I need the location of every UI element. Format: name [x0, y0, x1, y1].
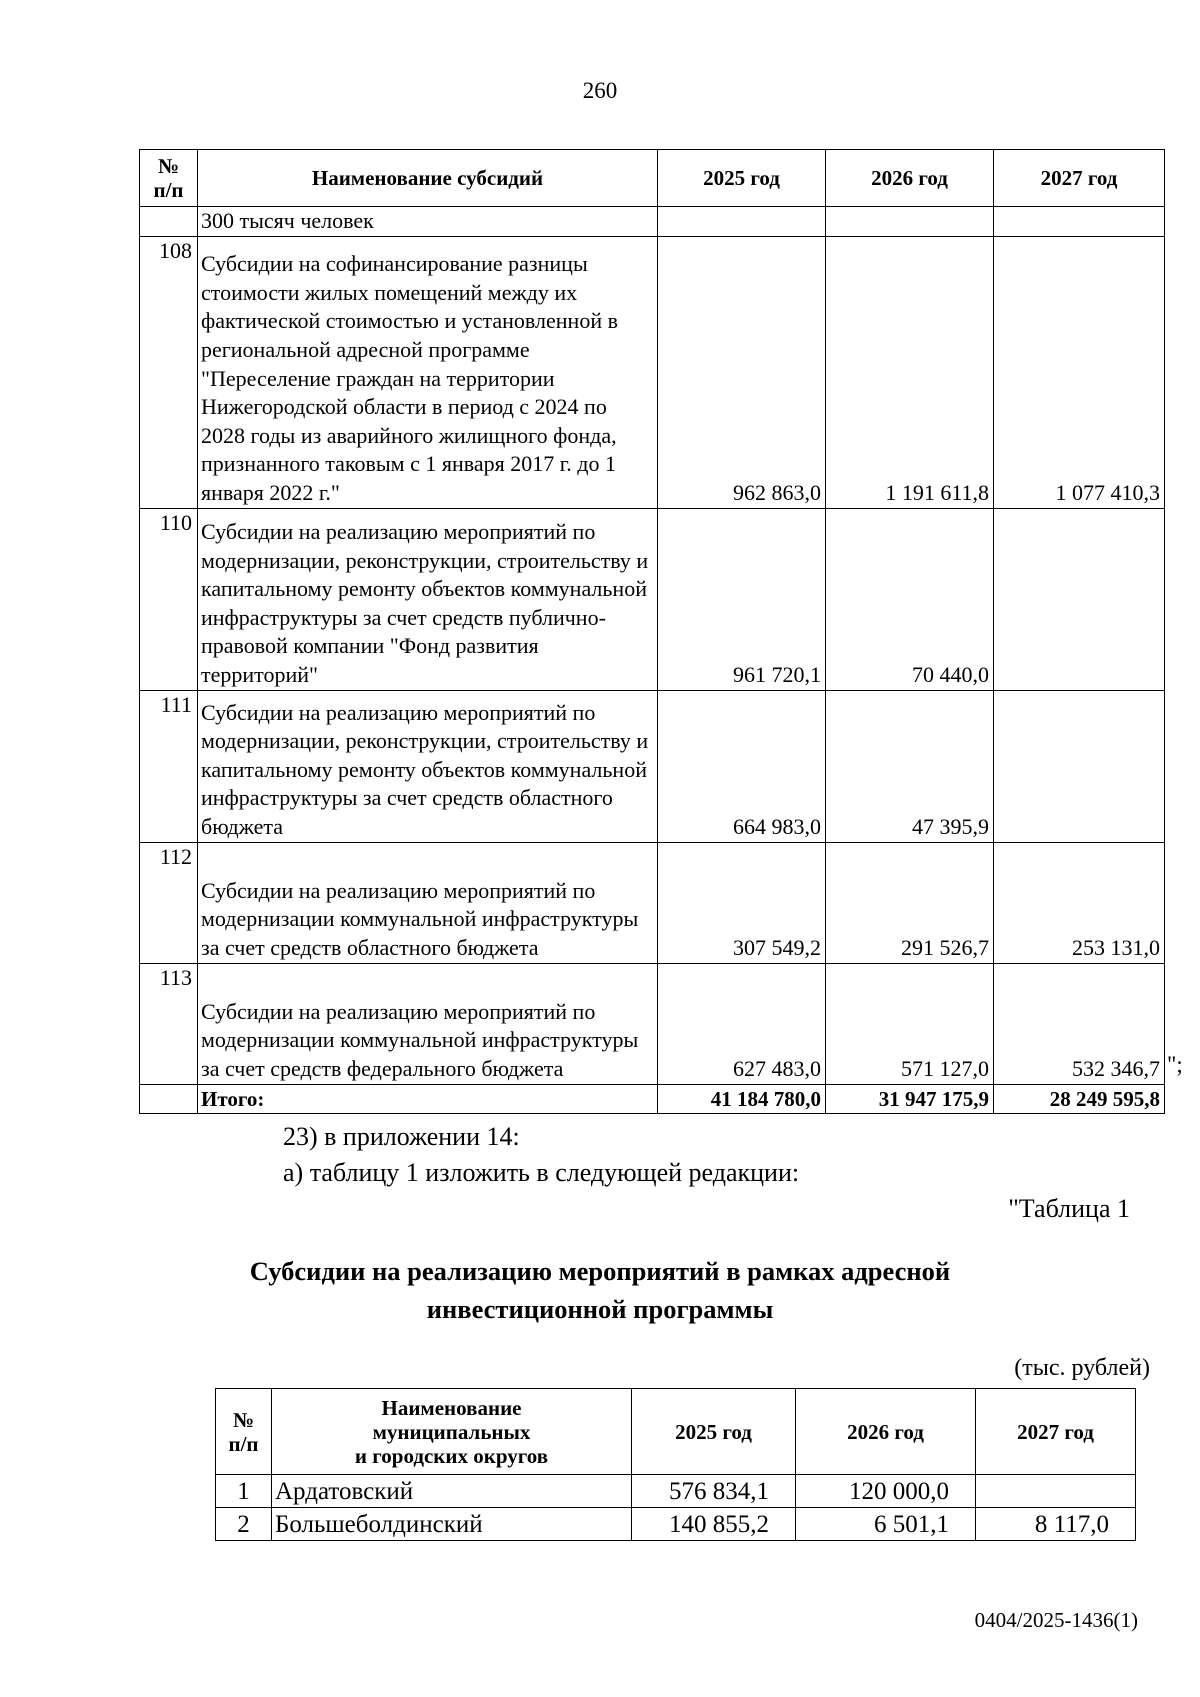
row-name: Большеболдинский: [272, 1508, 632, 1541]
table-row: [216, 1475, 1136, 1508]
row-name: Субсидии на реализацию мероприятий по модернизации, реконструкции, строительству и капитальному ремонту объектов коммунальной инфраструктуры за счет средств публично-правовой компании "Фонд развития территорий": [198, 508, 658, 690]
row-name: Субсидии на реализацию мероприятий по модернизации коммунальной инфраструктуры за счет средств областного бюджета: [198, 842, 658, 963]
table-row: [140, 508, 1165, 690]
value-2027: 253 131,0: [994, 842, 1165, 963]
table-row: [140, 236, 1165, 508]
table-row: [140, 963, 1165, 1084]
total-2025: 41 184 780,0: [658, 1084, 826, 1114]
units-label: (тыс. рублей): [1014, 1355, 1150, 1381]
header-2025: 2025 год: [658, 150, 826, 207]
closing-quote-mark: ";: [1167, 1052, 1183, 1077]
table-header-row: [216, 1389, 1136, 1475]
value-2027: 1 077 410,3: [994, 236, 1165, 508]
subsidies-table: [139, 149, 1165, 1114]
header-2027: 2027 год: [976, 1389, 1136, 1475]
value-2027: [994, 690, 1165, 842]
row-number: [140, 207, 198, 237]
row-number: 113: [140, 963, 198, 1084]
row-number: 108: [140, 236, 198, 508]
table-row: [140, 690, 1165, 842]
header-name: Наименование муниципальных и городских округов: [272, 1389, 632, 1475]
value-2026: 120 000,0: [796, 1475, 976, 1508]
header-num: № п/п: [140, 150, 198, 207]
value-2025: [658, 207, 826, 237]
row-number: 1: [216, 1475, 272, 1508]
value-2027: 532 346,7: [994, 963, 1165, 1084]
value-2026: 1 191 611,8: [826, 236, 994, 508]
value-2025: 140 855,2: [632, 1508, 796, 1541]
header-name: Наименование субсидий: [198, 150, 658, 207]
section-title-line2: инвестиционной программы: [426, 1294, 774, 1324]
value-2027: 8 117,0: [976, 1508, 1136, 1541]
table-header-row: [140, 150, 1165, 207]
section-title-line1: Субсидии на реализацию мероприятий в рамках адресной: [249, 1256, 951, 1286]
header-2026: 2026 год: [826, 150, 994, 207]
municipal-subsidies-table: [215, 1388, 1136, 1541]
row-number: 2: [216, 1508, 272, 1541]
value-2025: 962 863,0: [658, 236, 826, 508]
header-2025: 2025 год: [632, 1389, 796, 1475]
row-number: 112: [140, 842, 198, 963]
total-label: Итого:: [198, 1084, 658, 1114]
row-name: Ардатовский: [272, 1475, 632, 1508]
value-2026: [826, 207, 994, 237]
table-row: [140, 842, 1165, 963]
value-2025: 576 834,1: [632, 1475, 796, 1508]
value-2026: 47 395,9: [826, 690, 994, 842]
value-2027: [994, 207, 1165, 237]
total-2027: 28 249 595,8: [994, 1084, 1165, 1114]
value-2026: 70 440,0: [826, 508, 994, 690]
paragraph-a: а) таблицу 1 изложить в следующей редакции:: [283, 1158, 800, 1187]
value-2025: 627 483,0: [658, 963, 826, 1084]
value-2027: [976, 1475, 1136, 1508]
value-2025: 307 549,2: [658, 842, 826, 963]
header-num: № п/п: [216, 1389, 272, 1475]
row-name: 300 тысяч человек: [198, 207, 658, 237]
table-label: "Таблица 1: [1008, 1194, 1130, 1223]
table-row: [140, 207, 1165, 237]
value-2026: 571 127,0: [826, 963, 994, 1084]
page-number: 260: [582, 78, 618, 103]
total-num: [140, 1084, 198, 1114]
value-2026: 6 501,1: [796, 1508, 976, 1541]
value-2027: [994, 508, 1165, 690]
header-2027: 2027 год: [994, 150, 1165, 207]
document-code: 0404/2025-1436(1): [974, 1608, 1138, 1632]
row-name: Субсидии на реализацию мероприятий по модернизации, реконструкции, строительству и капитальному ремонту объектов коммунальной инфраструктуры за счет средств областного бюджета: [198, 690, 658, 842]
paragraph-23: 23) в приложении 14:: [283, 1122, 520, 1151]
table-row: [216, 1508, 1136, 1541]
value-2025: 961 720,1: [658, 508, 826, 690]
total-2026: 31 947 175,9: [826, 1084, 994, 1114]
row-name: Субсидии на реализацию мероприятий по модернизации коммунальной инфраструктуры за счет средств федерального бюджета: [198, 963, 658, 1084]
row-number: 110: [140, 508, 198, 690]
row-name: Субсидии на софинансирование разницы стоимости жилых помещений между их фактической стоимостью и установленной в региональной адресной программе "Переселение граждан на территории Нижегородской области в период с 2024 по 2028 годы из аварийного жилищного фонда, признанного таковым с 1 января 2017 г. до 1 января 2022 г.": [198, 236, 658, 508]
value-2026: 291 526,7: [826, 842, 994, 963]
value-2025: 664 983,0: [658, 690, 826, 842]
section-title: [0, 1252, 1200, 1328]
header-2026: 2026 год: [796, 1389, 976, 1475]
row-number: 111: [140, 690, 198, 842]
total-row: [140, 1084, 1165, 1114]
